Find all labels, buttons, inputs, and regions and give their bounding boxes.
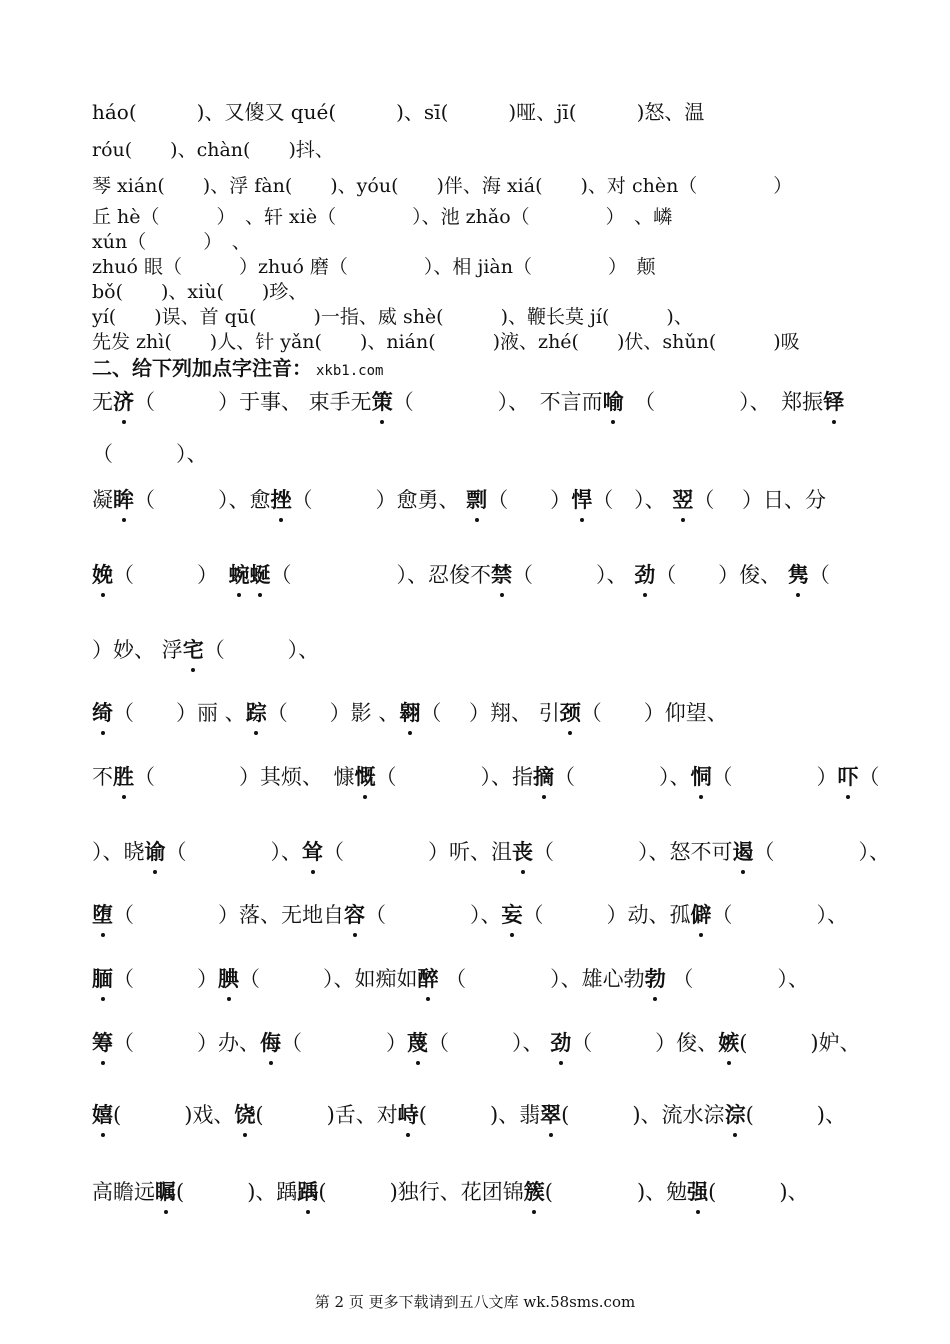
section-heading bbox=[92, 356, 383, 383]
annotate-line-7: 不胜（ ）其烦、 慷慨（ ）、指摘（ ）、恫（ ）吓（ bbox=[92, 764, 880, 789]
annotate-line-12: 嬉( )戏、饶( )舌、对峙( )、翡翠( )、流水淙淙( )、 bbox=[92, 1102, 846, 1127]
pinyin-line-3: 琴 xián( )、浮 fàn( )、yóu( )伴、海 xiá( )、对 chèn（ ） bbox=[92, 175, 793, 197]
pinyin-line-5: xún（ ） 、 bbox=[92, 231, 251, 253]
watermark-text: xkb1.com bbox=[316, 363, 384, 379]
pinyin-line-6: zhuó 眼（ ）zhuó 磨（ ）、相 jiàn（ ） 颠 bbox=[92, 256, 656, 278]
annotate-line-9: 堕（ ）落、无地自容（ ）、妄（ ）动、孤僻（ ）、 bbox=[92, 902, 848, 927]
annotate-line-10: 腼（ ）腆（ ）、如痴如醉 （ ）、雄心勃勃 （ ）、 bbox=[92, 966, 809, 991]
annotate-line-4: 娩（ ） 蜿蜒（ ）、忍俊不禁（ ）、 劲（ ）俊、 隽（ bbox=[92, 562, 830, 587]
pinyin-line-2: róu( )、chàn( )抖、 bbox=[92, 139, 334, 161]
annotate-line-6: 绮（ ）丽 、踪（ ）影 、翱（ ）翔、 引颈（ ）仰望、 bbox=[92, 700, 728, 725]
annotate-line-13: 高瞻远瞩( )、踽踽( )独行、花团锦簇( )、勉强( )、 bbox=[92, 1179, 809, 1204]
pinyin-line-9: 先发 zhì( )人、针 yǎn( )、nián( )液、zhé( )伏、shǔn( )吸 bbox=[92, 331, 800, 353]
annotate-line-1: 无济（ ）于事、 束手无策（ ）、 不言而喻 （ ）、 郑振铎 bbox=[92, 389, 845, 414]
section-heading-text: 二、给下列加点字注音： bbox=[92, 356, 312, 380]
pinyin-line-7: bǒ( )、xiù( )珍、 bbox=[92, 281, 308, 303]
pinyin-line-4: 丘 hè（ ） 、轩 xiè（ ）、池 zhǎo（ ） 、嶙 bbox=[92, 206, 673, 228]
annotate-line-11: 筹（ ）办、侮（ ）蔑（ ）、 劲（ ）俊、嫉( )妒、 bbox=[92, 1030, 861, 1055]
annotate-line-5: ）妙、 浮宅（ ）、 bbox=[92, 637, 320, 662]
pinyin-line-1: háo( )、又傻又 qué( )、sī( )哑、jī( )怒、温 bbox=[92, 100, 705, 124]
annotate-line-3: 凝眸（ ）、愈挫（ ）愈勇、 剽（ ）悍（ ）、 翌（ ）日、分 bbox=[92, 487, 827, 512]
page-footer: 第 2 页 更多下载请到五八文库 wk.58sms.com bbox=[314, 1293, 636, 1311]
annotate-line-8: ）、晓谕（ ）、耸（ ）听、沮丧（ ）、怒不可遏（ ）、 bbox=[92, 839, 890, 864]
annotate-line-2: （ ）、 bbox=[92, 442, 208, 466]
pinyin-line-8: yí( )误、首 qū( )一指、威 shè( )、鞭长莫 jí( )、 bbox=[92, 306, 693, 328]
